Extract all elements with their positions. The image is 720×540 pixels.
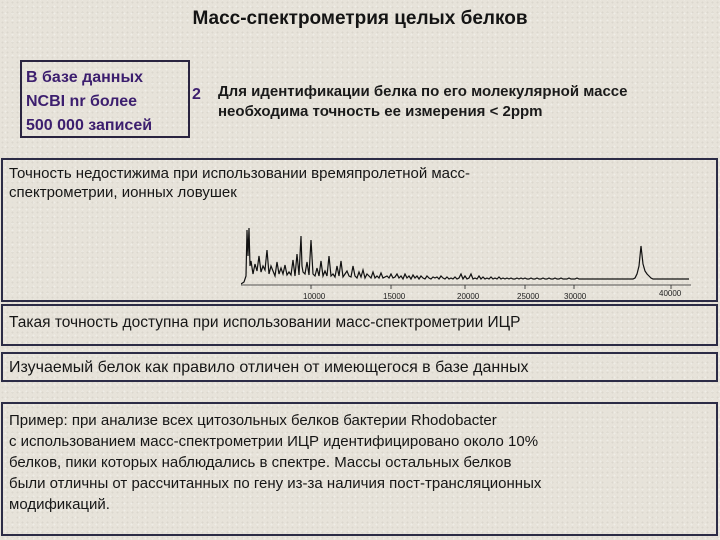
reference-number: 2	[192, 86, 201, 103]
rhodobacter-example-box	[1, 402, 718, 536]
tof-box-line-1: Точность недостижима при использовании времяпролетной масс-	[9, 165, 471, 182]
spectrum-trace	[241, 228, 689, 284]
spectrum-tick-label: 40000	[659, 289, 682, 298]
ncbi-box-line-2: NCBI nr более	[26, 93, 138, 110]
spectrum-tick-label: 10000	[303, 292, 326, 301]
spectrum-tick-label: 15000	[383, 292, 406, 301]
example-line-2: с использованием масс-спектрометрии ИЦР идентифицировано около 10%	[9, 433, 539, 450]
ftms-accuracy-box	[1, 304, 718, 346]
accuracy-note-line-1: Для идентификации белка по его молекулярной массе	[218, 83, 628, 100]
ncbi-box-line-3: 500 000 записей	[26, 117, 153, 134]
spectrum-tick-label: 30000	[564, 292, 587, 301]
slide-title: Масс-спектрометрия целых белков	[192, 8, 528, 29]
accuracy-note-line-2: необходима точность ее измерения < 2ppm	[218, 103, 543, 120]
spectrum-tick-label: 25000	[517, 292, 540, 301]
ncbi-box-line-1: В базе данных	[26, 69, 144, 86]
example-line-1: Пример: при анализе всех цитозольных белков бактерии Rhodobacter	[9, 412, 497, 429]
example-line-4: были отличны от рассчитанных по гену из-за наличия пост-трансляционных	[9, 475, 542, 492]
novel-box-text: Изучаемый белок как правило отличен от имеющегося в базе данных	[9, 359, 529, 376]
example-line-5: модификаций.	[9, 496, 110, 513]
mass-spectrum-image	[241, 216, 691, 302]
ftms-box-text: Такая точность доступна при использовании масс-спектрометрии ИЦР	[9, 314, 521, 331]
tof-box-line-2: спектрометрии, ионных ловушек	[9, 184, 237, 201]
example-line-3: белков, пики которых наблюдались в спектре. Массы остальных белков	[9, 454, 512, 471]
spectrum-tick-label: 20000	[457, 292, 480, 301]
ncbi-database-box	[20, 60, 190, 138]
tof-limitation-box	[1, 158, 718, 302]
accuracy-requirement-note	[218, 82, 718, 122]
novel-protein-box	[1, 352, 718, 382]
